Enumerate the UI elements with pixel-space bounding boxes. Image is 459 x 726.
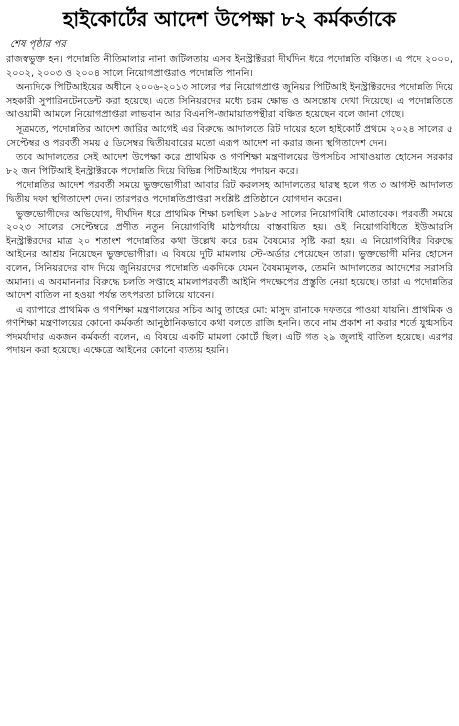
article-paragraph: এ ব্যাপারে প্রাথমিক ও গণশিক্ষা মন্ত্রণালয়ের সচিব আবু তাহের মো: মাসুদ রানাকে দফতরে পাওয়া যায়নি। প্রাথমিক ও গণশিক্ষা মন্ত্রণালয়ের কোনো কর্মকর্তা আনুষ্ঠানিকভাবে কথা বলতে রাজি হননি। তবে নাম প্রকাশ না করার শর্তে যুগ্মসচিব পদমর্যাদার একজন কর্মকর্তা বলেন, এ বিষয়ে একটি মামলা কোর্টে ছিল। এটি গত ২৯ জুলাই বাতিল হয়েছে। এরপর পদায়ন করা হয়েছে। এক্ষেত্রে আইনের কোনো ব্যত্যয় হয়নি। — [6, 304, 453, 357]
article-paragraph: রাজস্বভুক্ত হন। পদোন্নতি নীতিমালার নানা জটিলতায় এসব ইনস্ট্রাক্টররা দীর্ঘদিন ধরে পদোন্নতি বঞ্চিত। এ পদে ২০০০, ২০০২, ২০০৩ ও ২০০৪ সালে নিয়োগপ্রাপ্তরাও পদোন্নতি পাননি। — [6, 54, 453, 79]
continued-from-label: শেষ পৃষ্ঠার পর — [10, 39, 66, 50]
article-paragraph: ভুক্তভোগীদের অভিযোগ, দীর্ঘদিন ধরে প্রাথমিক শিক্ষা চলছিল ১৯৮৫ সালের নিয়োগবিধি মোতাবেক। পরবর্তী সময়ে ২০২৩ সালের সেপ্টেম্বরে প্রণীত নতুন নিয়োগবিধি মাঠপর্যায়ে বাস্তবায়িত হয়। ওই নিয়োগবিধিতে ইউআরসি ইনস্ট্রাক্টরদের মাত্র ২০ শতাংশ পদোন্নতির কথা উল্লেখ করে চরম বৈষম্যের সৃষ্টি করা হয়। এ নিয়োগবিধির বিরুদ্ধে আইনের আশ্রয় নিয়েছেন ভুক্তভোগীরা। এ বিষয়ে দুটি মামলায় স্টে-অর্ডার পেয়েছেন তারা। ভুক্তভোগী মনির হোসেন বলেন, সিনিয়রদের বাদ দিয়ে জুনিয়রদের পদোন্নতি একদিকে যেমন বৈষম্যমূলক, তেমনি আদালতের আদেশের সরাসরি অমান্য। এ অবমাননার বিরুদ্ধে চলতি সপ্তাহে মামলাপরবর্তী আইনি পদক্ষেপের প্রস্তুতি নেয়া হয়েছে। তারা এ পদোন্নতির আদেশ বাতিল না হওয়া পর্যন্ত তৎপরতা চালিয়ে যাবেন। — [6, 208, 453, 302]
article-paragraph: সূত্রমতে, পদোন্নতির আদেশ জারির আগেই এর বিরুদ্ধে আদালতে রিট দায়ের হলে হাইকোর্ট প্রথমে ২০২৪ সালের ৫ সেপ্টেম্বর ও পরবর্তী সময় ৫ ডিসেম্বর দ্বিতীয়বারের মতো এরূপ আদেশ না করার জন্য স্থগিতাদেশ দেন। — [6, 123, 453, 149]
article-headline: হাইকোর্টের আদেশ উপেক্ষা ৮২ কর্মকর্তাকে — [62, 7, 397, 31]
article-paragraph: অন্যদিকে পিটিআইয়ের অধীনে ২০০৬-২০১৩ সালের পর নিয়োগপ্রাপ্ত জুনিয়র পিটিআই ইনস্ট্রাক্টরদের পদোন্নতি দিয়ে সহকারী সুপারিনটেনডেন্ট করা হয়েছে। এতে সিনিয়রদের মধ্যে চরম ক্ষোভ ও অসন্তোষ দেখা দিয়েছে। এ পদোন্নতিতে আওয়ামী আমলে নিয়োগপ্রাপ্তরা লাভবান আর বিএনপি-জামায়াতপন্থীরা বঞ্চিত হয়েছেন বলে জানা গেছে। — [6, 82, 453, 121]
article-paragraph: তবে আদালতের সেই আদেশ উপেক্ষা করে প্রাথমিক ও গণশিক্ষা মন্ত্রণালয়ের উপসচিব সাখাওয়াত হোসেন সরকার ৮২ জন পিটিআই ইনস্ট্রাক্টরকে পদোন্নতি দিয়ে বিভিন্ন পিটিআইয়ে পদায়ন করে। — [6, 152, 453, 177]
article-paragraph: পদোন্নতির আদেশ পরবর্তী সময়ে ভুক্তভোগীরা আবার রিট করলসহ আদালতের দ্বারস্থ হলে গত ৩ আগস্ট আদালত দ্বিতীয় দফা স্থগিতাদেশ দেন। তারপরও পদোন্নতিপ্রাপ্তরা সংশ্লিষ্ট প্রতিষ্ঠানে যোগদান করেন। — [6, 180, 453, 205]
article-body — [4, 53, 455, 359]
